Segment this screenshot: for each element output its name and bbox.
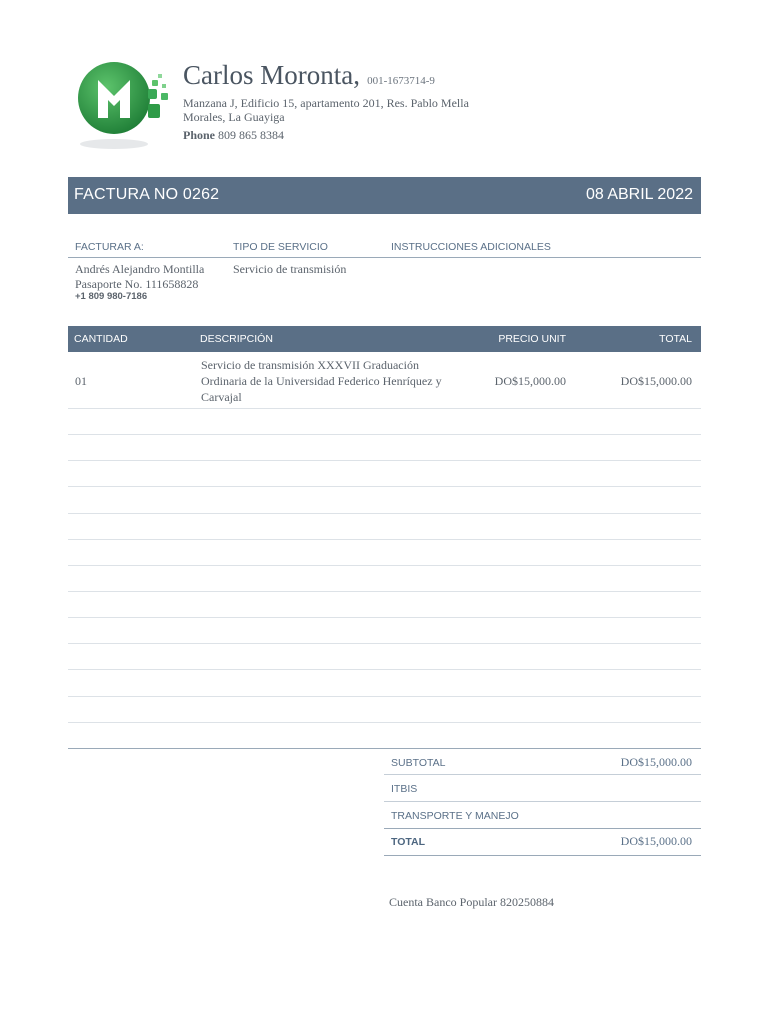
subtotal-value: DO$15,000.00 [620, 755, 692, 769]
address-line-2: Morales, La Guayiga [183, 110, 285, 124]
row-divider [68, 408, 701, 409]
subtotal-label: SUBTOTAL [391, 757, 446, 769]
client-passport: Pasaporte No. 111658828 [75, 277, 199, 291]
company-name-line [183, 60, 435, 91]
row-divider [68, 669, 701, 670]
row-divider [68, 539, 701, 540]
service-type-label: TIPO DE SERVICIO [233, 241, 328, 253]
shipping-label: TRANSPORTE Y MANEJO [391, 810, 519, 822]
itbis-label: ITBIS [391, 783, 418, 795]
instructions-label: INSTRUCCIONES ADICIONALES [391, 241, 551, 253]
item-description: Servicio de transmisión XXXVII Graduación Ordinaria de la Universidad Federico Henríquez y Carvajal [201, 358, 442, 404]
row-divider [68, 460, 701, 461]
row-divider [68, 617, 701, 618]
column-header-unit-price: PRECIO UNIT [498, 333, 566, 345]
company-phone-line [183, 128, 284, 143]
bank-account: Cuenta Banco Popular 820250884 [389, 895, 554, 909]
total-value: DO$15,000.00 [620, 834, 692, 848]
total-label: TOTAL [391, 836, 426, 848]
column-header-qty: CANTIDAD [74, 333, 128, 345]
invoice-number: FACTURA NO 0262 [74, 186, 220, 203]
company-logo [74, 56, 170, 152]
item-qty: 01 [75, 374, 87, 388]
bill-to-label: FACTURAR A: [75, 241, 144, 253]
company-name: Carlos Moronta, [183, 60, 360, 90]
totals-divider [384, 774, 701, 775]
column-header-description: DESCRIPCIÓN [200, 333, 273, 345]
row-divider [68, 722, 701, 723]
invoice-title-bar [68, 177, 701, 214]
item-unit-price: DO$15,000.00 [494, 374, 566, 388]
phone-number: 809 865 8384 [218, 128, 285, 142]
row-divider [68, 434, 701, 435]
service-type-value: Servicio de transmisión [233, 262, 347, 276]
column-header-total: TOTAL [659, 333, 692, 345]
row-divider [68, 591, 701, 592]
row-divider [68, 696, 701, 697]
phone-label: Phone [183, 128, 216, 142]
row-divider [68, 643, 701, 644]
totals-divider [384, 855, 701, 856]
company-rnc: 001-1673714-9 [367, 75, 435, 87]
client-phone: +1 809 980-7186 [75, 291, 148, 302]
bill-divider [68, 257, 701, 258]
totals-divider [384, 828, 701, 829]
client-name: Andrés Alejandro Montilla [75, 262, 205, 276]
row-divider [68, 486, 701, 487]
totals-divider [384, 801, 701, 802]
items-table-header [68, 326, 701, 352]
row-divider [68, 565, 701, 566]
address-line-1: Manzana J, Edificio 15, apartamento 201, Res. Pablo Mella [183, 96, 469, 110]
row-divider [68, 513, 701, 514]
table-end-line [68, 748, 701, 749]
invoice-date: 08 ABRIL 2022 [585, 186, 693, 203]
item-total: DO$15,000.00 [620, 374, 692, 388]
